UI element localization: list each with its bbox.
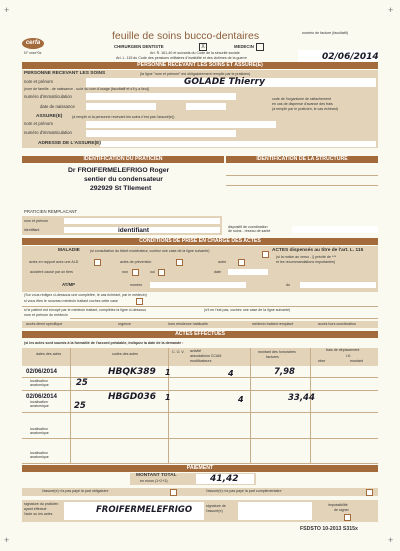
col-nbre: nbre <box>318 359 326 363</box>
col-associations: associations CCAM <box>190 354 222 358</box>
practitioner-city: 292929 St Tllement <box>90 185 152 192</box>
col-montant: montant <box>350 359 363 363</box>
medecin-remplace: médecin traitant remplacé <box>252 322 294 326</box>
col-ik: I.K. <box>346 354 352 358</box>
localisation-label: localisation <box>30 427 48 431</box>
cerfa-logo: cerfa <box>22 38 44 49</box>
accident-no: non <box>122 270 128 274</box>
act-1-amount: 7,98 <box>274 367 295 377</box>
impossible2: de signer <box>334 508 349 512</box>
impossible-checkbox[interactable] <box>344 514 351 521</box>
insured-label: ASSURE(E) <box>36 114 63 119</box>
structure-line <box>226 185 378 186</box>
date-value: 02/06/2014 <box>322 52 379 62</box>
atmp-label: AT/MP <box>62 282 76 287</box>
structure-line <box>226 175 378 176</box>
patient-section-header: PERSONNE RECEVANT LES SOINS ET ASSURE(E) <box>22 62 378 69</box>
col-divider <box>168 348 169 464</box>
org-code-field[interactable] <box>186 103 226 110</box>
localisation-label: localisation <box>30 379 48 383</box>
referent-label: nom et prénom du médecin <box>24 313 68 317</box>
act-1-code: HBQK389 <box>108 367 156 377</box>
col-cov: C. O. V. <box>172 350 185 354</box>
localisation-label: localisation <box>30 400 48 404</box>
acts-dispensed-label: ACTES dispensés au titre de l'art. L. 115 <box>272 248 364 253</box>
signature-label3: l'acte ou les actes <box>24 512 53 516</box>
act-1-phase: 4 <box>228 369 234 378</box>
anatomique-label: anatomique <box>30 404 49 408</box>
accident-oui: oui <box>150 270 155 274</box>
person-note: (la ligne "nom et prénom" est obligatoirement remplie par le praticien) <box>140 72 251 76</box>
practitioner-name: Dr FROIFERMELEFRIGO Roger <box>68 167 170 174</box>
atmp-du-label: du <box>286 283 290 287</box>
insured-immat-label: numéro d'immatriculation <box>24 130 72 135</box>
total-value: 41,42 <box>210 474 239 484</box>
address-field[interactable] <box>100 141 376 147</box>
acces-direct: accès direct spécifique <box>26 322 63 326</box>
org-code-label: code de l'organisme de rattachement <box>272 97 332 101</box>
hors-residence: hors résidence habituelle <box>168 322 208 326</box>
practitioner-type-dentist: CHIRURGIEN DENTISTE <box>114 44 164 49</box>
prevention-checkbox[interactable] <box>176 259 183 266</box>
form-title: feuille de soins bucco-dentaires <box>112 30 260 42</box>
total-sub: en euros (1+2+3) <box>140 479 168 483</box>
signature-label2: ayant effectué <box>24 507 47 511</box>
line-sent-note: (s'il ne l'est pas, cochez une case de la ligne suivante) <box>204 308 291 312</box>
accident-label: accident causé par un tiers <box>30 270 73 274</box>
new-doctor-checkbox[interactable] <box>136 298 143 305</box>
ald-checkbox[interactable] <box>94 259 101 266</box>
row-divider <box>22 390 378 391</box>
address-label: ADRESSE DE L'ASSURE(E) <box>38 141 101 146</box>
patient-name-label: nom et prénom <box>24 79 53 84</box>
atmp-number-label: numéro <box>130 283 143 287</box>
acts-section-header: ACTES EFFECTUES <box>22 331 378 338</box>
insured-name-field[interactable] <box>86 121 276 128</box>
anatomique-label: anatomique <box>30 383 49 387</box>
payment-section-header: PAIEMENT <box>22 465 378 472</box>
legal-line-2: Art. L. 115 du Code des pensions militaires d'invalidité et des victimes de la guerre <box>116 56 247 60</box>
accident-date-label: date <box>214 270 221 274</box>
person-label: PERSONNE RECEVANT LES SOINS <box>24 71 106 76</box>
insured-paid: l'assuré(e) n'a pas payé la part obligatoire <box>42 489 109 493</box>
signature-insured: signature de <box>206 504 226 508</box>
col-codes: codes des actes <box>112 352 138 356</box>
device-label: dispositif de coordination <box>228 225 268 229</box>
atmp-number-field[interactable] <box>150 282 246 288</box>
org-code-note: en cas de dispense d'avance des frais <box>272 102 333 106</box>
referent-line <box>70 318 378 319</box>
row-divider <box>22 438 378 439</box>
other-label: autre <box>218 260 227 264</box>
accident-no-checkbox[interactable] <box>132 269 139 276</box>
anatomique-label: anatomique <box>30 431 49 435</box>
practitioner-type-doctor: MEDECIN <box>234 44 254 49</box>
line-sent: si le patient est envoyé par le médecin traitant, complétez la ligne ci-dessous <box>24 308 147 312</box>
act-2-activity: 1 <box>165 393 171 402</box>
parcours-note: (Sur vous rédigez ci-dessous une complétée, le cas échéant, par le médecin) <box>24 293 147 297</box>
act-2-amount: 33,44 <box>288 393 315 403</box>
birth-field[interactable] <box>86 103 156 110</box>
crop-mark: + <box>4 535 10 545</box>
act-1-tooth: 25 <box>76 378 88 388</box>
act-1-activity: 1 <box>165 368 171 377</box>
act-1-date: 02/06/2014 <box>26 368 57 375</box>
row-divider <box>22 412 378 413</box>
signature-label: signature du praticien <box>24 502 59 506</box>
col-dep: frais de déplacement <box>326 348 360 352</box>
impossible: impossibilité <box>328 503 348 507</box>
anatomique-label: anatomique <box>30 455 49 459</box>
other-checkbox[interactable] <box>238 259 245 266</box>
localisation-label: localisation <box>30 451 48 455</box>
col-amount: montant des honoraires <box>258 350 296 354</box>
urgence: urgence <box>118 322 131 326</box>
col-divider <box>70 348 71 464</box>
acts-dispensed-note2: et les recommandations importantes) <box>276 260 336 264</box>
acts-dispensed-checkbox[interactable] <box>262 251 269 258</box>
immat-field[interactable] <box>86 93 236 100</box>
acts-dispensed-note: (si la notice au verso - § précité de *** <box>276 255 337 259</box>
doctor-checkbox[interactable] <box>256 43 264 51</box>
patient-name-sub: (nom de famille - de naissance - suivi du nom d'usage (facultatif et s'il y a lieu)) <box>24 87 150 91</box>
maladie-note: (si consultation du ticket modérateur, cochez une case de la ligne suivante) <box>90 249 210 253</box>
replacement-label: PRATICIEN REMPLACANT <box>24 209 78 214</box>
footer-code: FSDSTO 10-2013 S315x <box>300 526 358 532</box>
col-activite: activité <box>190 349 202 353</box>
col-dates: dates des actes <box>36 352 62 356</box>
practitioner-street: sentier du condensateur <box>84 176 163 183</box>
rep-name-field[interactable] <box>64 218 220 224</box>
insured-note: (à remplir si la personne recevant les soins n'est pas l'assuré(e)) <box>72 115 175 119</box>
insured-immat-field[interactable] <box>86 130 236 137</box>
act-2-date: 02/06/2014 <box>26 393 57 400</box>
divider <box>22 306 378 307</box>
row-divider <box>22 463 378 464</box>
invoice-number-label: numéro de facture (facultatif) <box>302 31 348 35</box>
legal-line-1: Art. R. 161-40 et suivants du Code de la sécurité sociale <box>150 51 240 55</box>
insured-name-label: nom et prénom <box>24 121 53 126</box>
rep-name-label: nom et prénom <box>24 219 49 223</box>
immat-label: numéro d'immatriculation <box>24 94 72 99</box>
maladie-label: MALADIE <box>58 248 80 253</box>
device-label2: de soins - réseau de santé <box>228 229 271 233</box>
insured-paid-comp-checkbox[interactable] <box>366 489 373 496</box>
structure-section-header: IDENTIFICATION DE LA STRUCTURE <box>226 156 378 163</box>
col-divider <box>250 348 251 464</box>
signature-value: FROIFERMELEFRIGO <box>96 505 193 515</box>
act-2-phase: 4 <box>238 395 244 404</box>
signature-insured2: l'assuré(e) <box>206 509 223 513</box>
hors-coordination: accès hors coordination <box>318 322 356 326</box>
line-new-doctor: si vous êtes le nouveau médecin traitant cochez cette case <box>24 299 118 303</box>
crop-mark: + <box>388 535 394 545</box>
crop-mark: + <box>4 5 10 15</box>
accident-oui-checkbox[interactable] <box>158 269 165 276</box>
practitioner-section-header: IDENTIFICATION DU PRATICIEN <box>22 156 224 163</box>
patient-name-value: GOLADE Thierry <box>184 77 265 87</box>
col-modificateurs: modificateurs <box>190 359 212 363</box>
act-2-tooth: 25 <box>74 401 86 411</box>
total-label: MONTANT TOTAL <box>136 473 177 478</box>
org-code-note2: (à remplir par le praticien, le cas échéant) <box>272 107 339 111</box>
col-amount2: factures <box>266 355 279 359</box>
insured-paid-checkbox[interactable] <box>170 489 177 496</box>
insured-signature-field[interactable] <box>238 502 312 520</box>
conditions-section-header: CONDITIONS DE PRISE EN CHARGE DES ACTES <box>22 238 378 245</box>
act-2-code: HBGD036 <box>108 392 157 402</box>
crop-mark: + <box>388 5 394 15</box>
dentist-checkbox[interactable]: X <box>199 43 207 51</box>
cerfa-number: N° xxxx*0x <box>24 51 42 55</box>
birth-label: date de naissance <box>40 104 75 109</box>
prevention-label: actes de prévention <box>120 260 152 264</box>
identifier-label: identifiant <box>24 228 40 232</box>
accident-date-field[interactable] <box>228 269 268 275</box>
identifier-value: identifiant <box>118 227 150 234</box>
acts-note: (si les actes sont soumis à la formalité de l'accord préalable, indiquez la date de la demande : <box>24 341 184 345</box>
device-field[interactable] <box>292 226 378 233</box>
col-divider <box>310 348 311 464</box>
atmp-du-field[interactable] <box>300 282 376 288</box>
ald-label: actes en rapport avec une ALD <box>29 260 79 264</box>
insured-paid-comp: l'assuré(e) n'a pas payé la part complémentaire <box>206 489 282 493</box>
